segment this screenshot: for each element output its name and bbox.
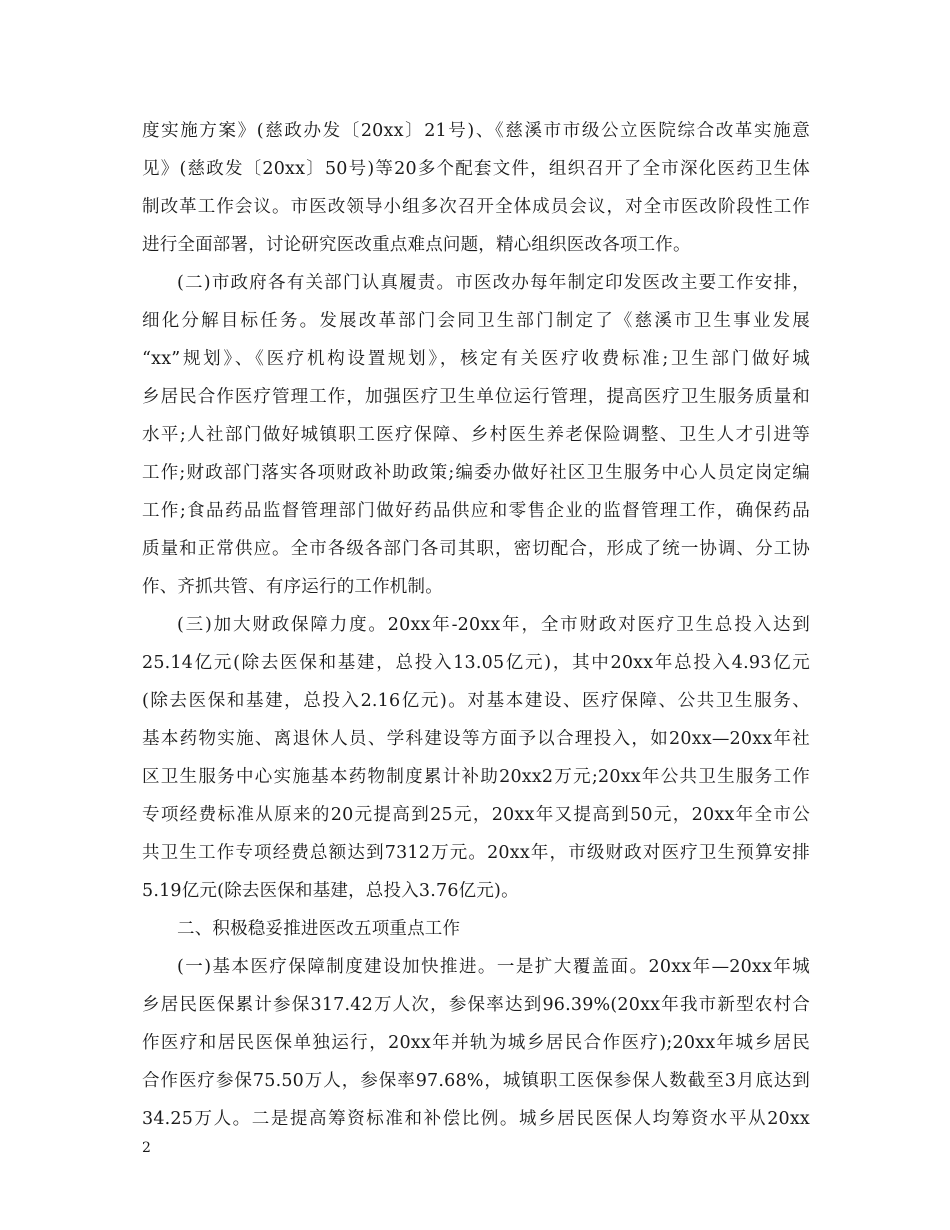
- paragraph-start-line: (二)市政府各有关部门认真履责。市医改办每年制定印发医改主要工作安排，: [177, 273, 810, 293]
- text-line: 细化分解目标任务。发展改革部门会同卫生部门制定了《慈溪市卫生事业发展: [142, 311, 810, 331]
- text-line: 进行全面部署，讨论研究医改重点难点问题，精心组织医改各项工作。: [142, 235, 691, 255]
- text-line: 34.25万人。二是提高筹资标准和补偿比例。城乡居民医保人均筹资水平从20xx: [142, 1109, 810, 1129]
- section-heading: 二、积极稳妥推进医改五项重点工作: [177, 919, 461, 939]
- text-line: 合作医疗参保75.50万人，参保率97.68%，城镇职工医保参保人数截至3月底达到: [142, 1071, 810, 1091]
- text-line: 专项经费标准从原来的20元提高到25元，20xx年又提高到50元，20xx年全市公: [142, 805, 810, 825]
- body-text: [142, 112, 810, 1138]
- text-line: 5.19亿元(除去医保和基建，总投入3.76亿元)。: [142, 881, 519, 901]
- text-line: 乡居民医保累计参保317.42万人次，参保率达到96.39%(20xx年我市新型农村合: [142, 995, 810, 1015]
- text-line: 工作;食品药品监督管理部门做好药品供应和零售企业的监督管理工作，确保药品: [142, 501, 810, 521]
- text-line: 制改革工作会议。市医改领导小组多次召开全体成员会议，对全市医改阶段性工作: [142, 197, 810, 217]
- text-line: 见》(慈政发〔20xx〕50号)等20多个配套文件，组织召开了全市深化医药卫生体: [142, 159, 810, 179]
- text-line: 度实施方案》(慈政办发〔20xx〕21号)、《慈溪市市级公立医院综合改革实施意: [142, 121, 810, 141]
- text-line: 作、齐抓共管、有序运行的工作机制。: [142, 577, 443, 597]
- text-line: (除去医保和基建，总投入2.16亿元)。对基本建设、医疗保障、公共卫生服务、: [142, 691, 810, 711]
- paragraph-start-line: (一)基本医疗保障制度建设加快推进。一是扩大覆盖面。20xx年—20xx年城: [177, 957, 810, 977]
- text-line: 质量和正常供应。全市各级各部门各司其职，密切配合，形成了统一协调、分工协: [142, 539, 810, 559]
- paragraph-start-line: (三)加大财政保障力度。20xx年-20xx年，全市财政对医疗卫生总投入达到: [177, 615, 810, 635]
- text-line: 区卫生服务中心实施基本药物制度累计补助20xx2万元;20xx年公共卫生服务工作: [142, 767, 810, 787]
- page-number: 2: [142, 1140, 151, 1156]
- text-line: 水平;人社部门做好城镇职工医疗保障、乡村医生养老保险调整、卫生人才引进等: [142, 425, 810, 445]
- text-line: “xx”规划》、《医疗机构设置规划》，核定有关医疗收费标准;卫生部门做好城: [142, 349, 810, 369]
- text-line: 工作;财政部门落实各项财政补助政策;编委办做好社区卫生服务中心人员定岗定编: [142, 463, 810, 483]
- text-line: 作医疗和居民医保单独运行，20xx年并轨为城乡居民合作医疗);20xx年城乡居民: [142, 1033, 810, 1053]
- text-line: 共卫生工作专项经费总额达到7312万元。20xx年，市级财政对医疗卫生预算安排: [142, 843, 810, 863]
- text-line: 乡居民合作医疗管理工作，加强医疗卫生单位运行管理，提高医疗卫生服务质量和: [142, 387, 810, 407]
- text-line: 25.14亿元(除去医保和基建，总投入13.05亿元)，其中20xx年总投入4.93亿元: [142, 653, 810, 673]
- text-line: 基本药物实施、离退休人员、学科建设等方面予以合理投入，如20xx—20xx年社: [142, 729, 810, 749]
